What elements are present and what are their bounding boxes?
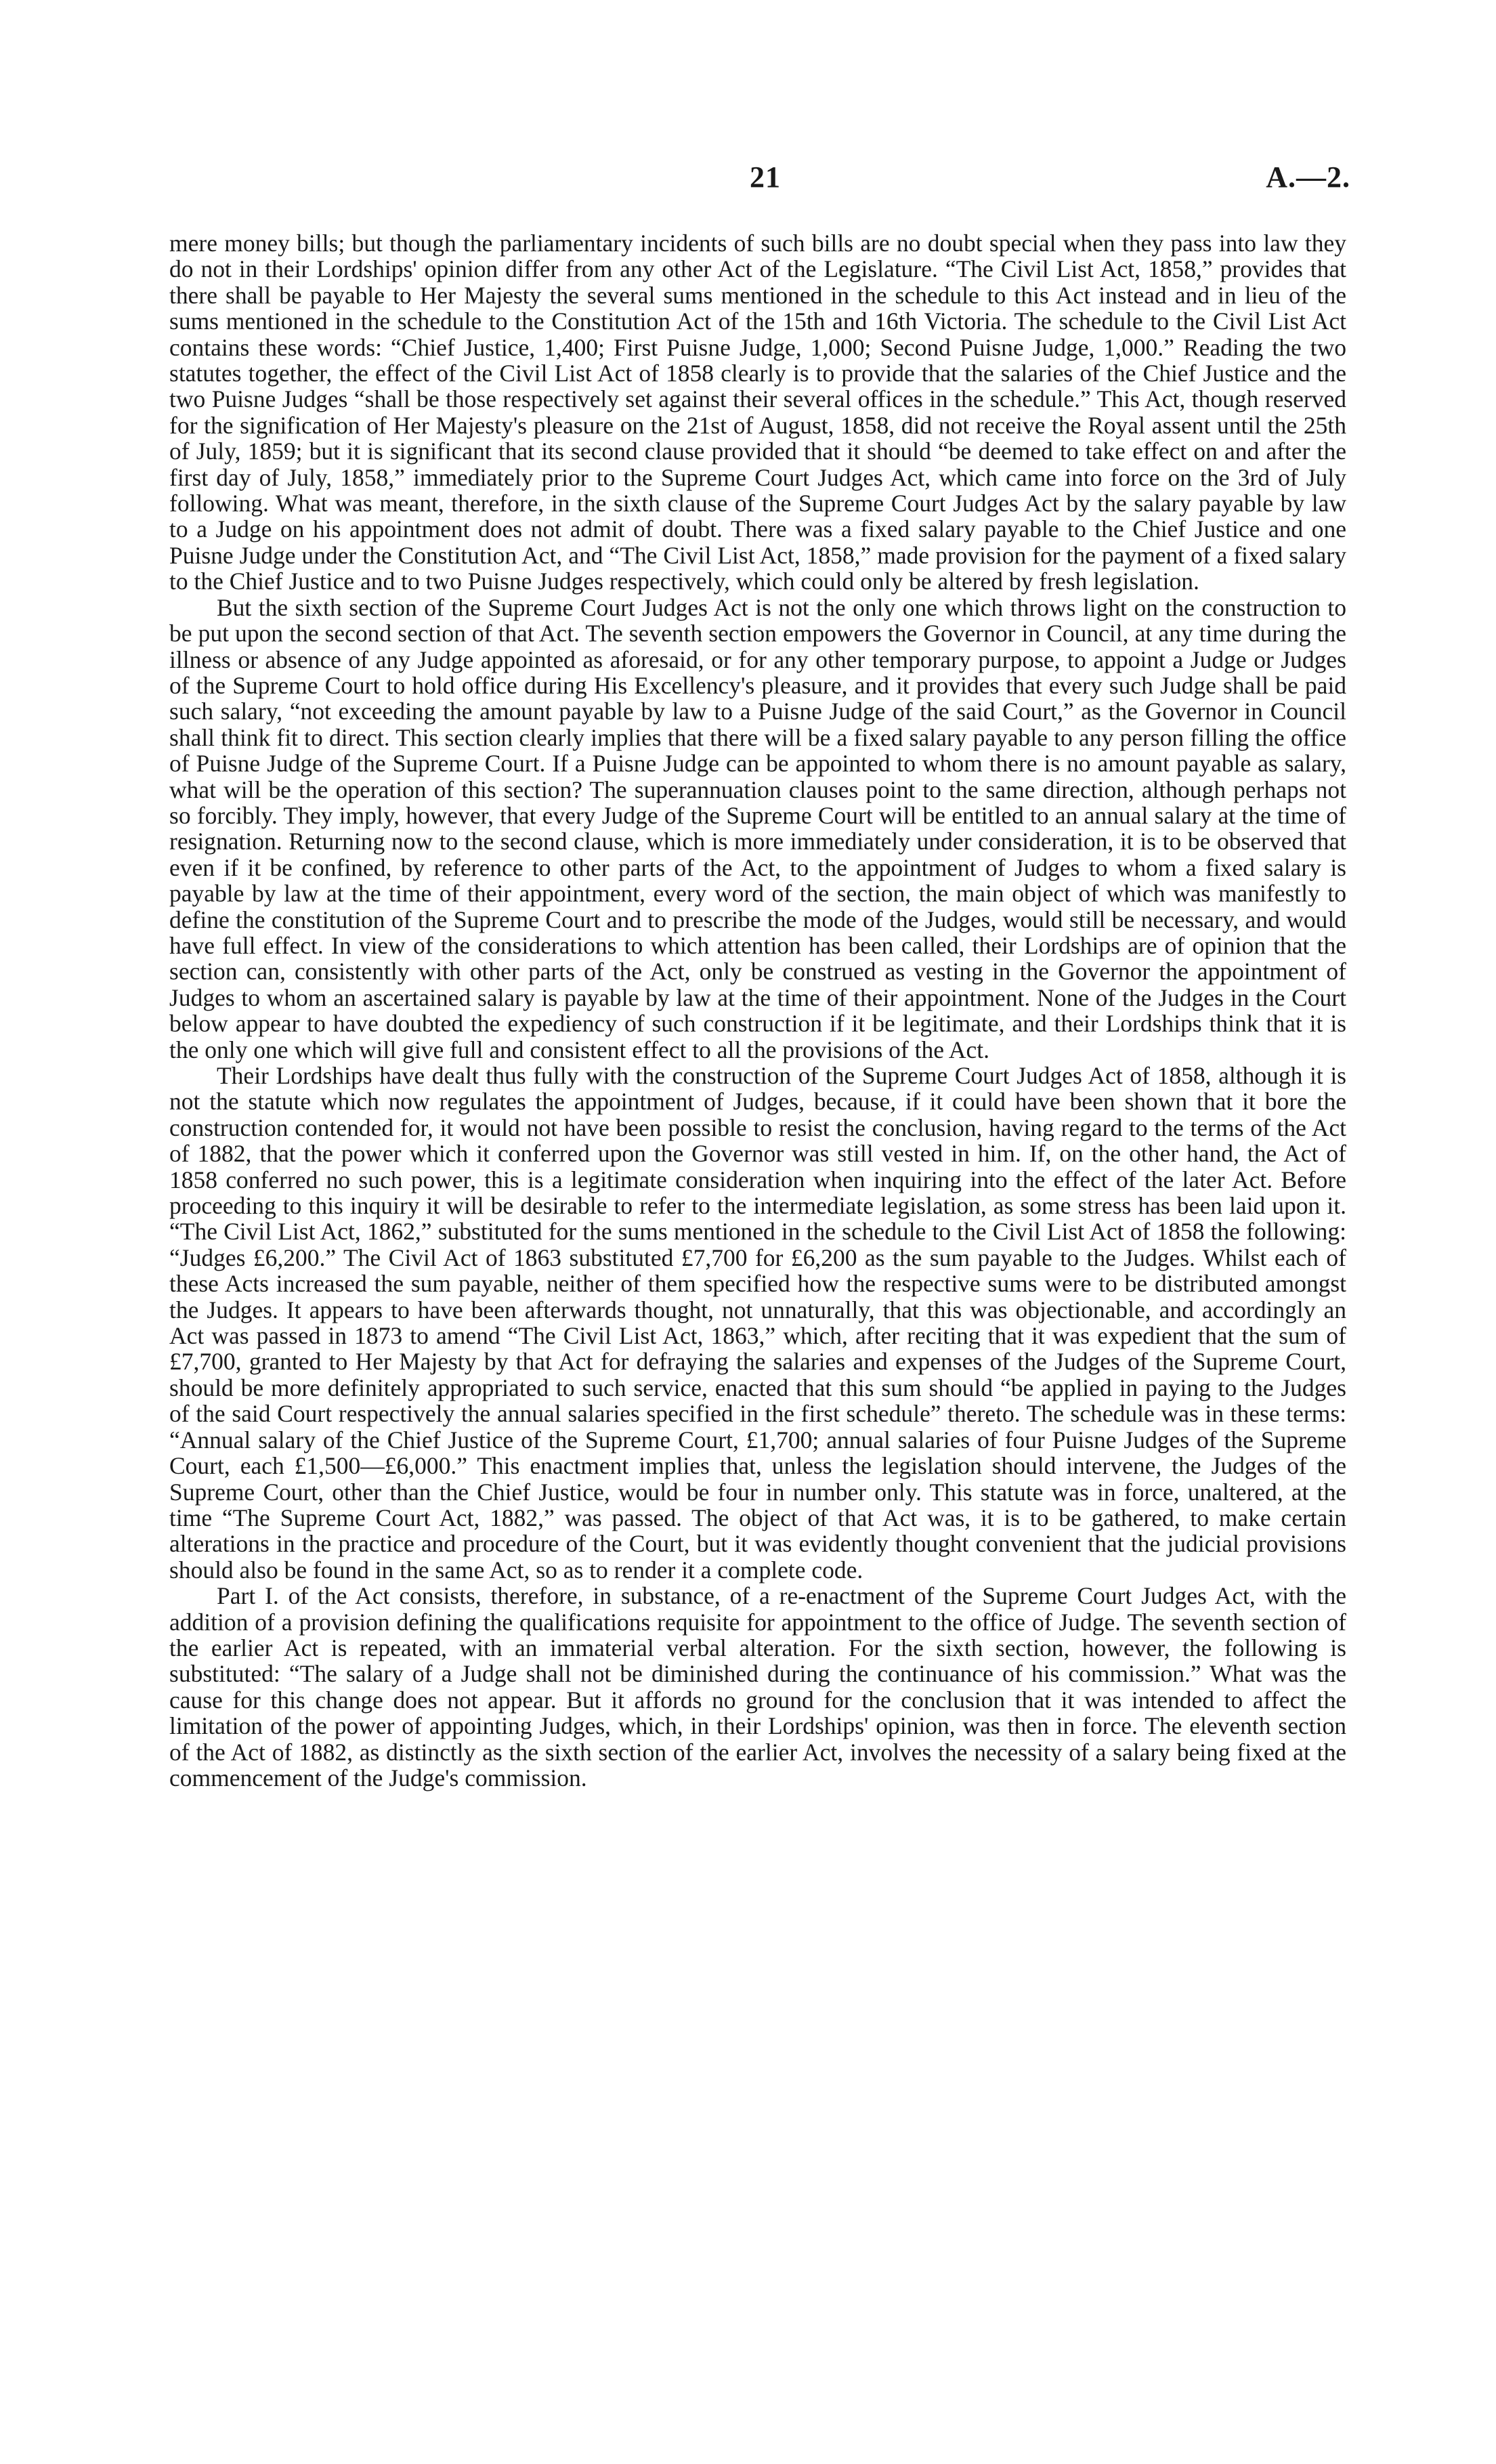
paragraph: Part I. of the Act consists, therefore, in substance, of a re-enactment of the Supreme Court Judges Act, with the addition of a provision defining the qualifications requisite for appointment to the office of Judge. The seventh section of the earlier Act is repeated, with an immaterial verbal alteration. For the sixth section, however, the following is substituted: “The salary of a Judge shall not be diminished during the continuance of his commission.” What was the cause for this change does not appear. But it affords no ground for the conclusion that it was intended to affect the limitation of the power of appointing Judges, which, in their Lordships' opinion, was then in force. The eleventh section of the Act of 1882, as distinctly as the sixth section of the earlier Act, involves the necessity of a salary being fixed at the commencement of the Judge's commission. xyxy=(169,1582,1346,1791)
paragraph: mere money bills; but though the parliamentary incidents of such bills are no doubt special when they pass into law they do not in their Lordships' opinion differ from any other Act of the Legislature. “The Civil List Act, 1858,” provides that there shall be payable to Her Majesty the several sums mentioned in the schedule to this Act instead and in lieu of the sums mentioned in the schedule to the Constitution Act of the 15th and 16th Victoria. The schedule to the Civil List Act contains these words: “Chief Justice, 1,400; First Puisne Judge, 1,000; Second Puisne Judge, 1,000.” Reading the two statutes together, the effect of the Civil List Act of 1858 clearly is to provide that the salaries of the Chief Justice and the two Puisne Judges “shall be those respectively set against their several offices in the schedule.” This Act, though reserved for the signification of Her Majesty's pleasure on the 21st of August, 1858, did not receive the Royal assent until the 25th of July, 1859; but it is significant that its second clause provided that it should “be deemed to take effect on and after the first day of July, 1858,” immediately prior to the Supreme Court Judges Act, which came into force on the 3rd of July following. What was meant, therefore, in the sixth clause of the Supreme Court Judges Act by the salary payable by law to a Judge on his appointment does not admit of doubt. There was a fixed salary payable to the Chief Justice and one Puisne Judge under the Constitution Act, and “The Civil List Act, 1858,” made provision for the payment of a fixed salary to the Chief Justice and to two Puisne Judges respectively, which could only be altered by fresh legislation. xyxy=(169,230,1346,595)
body-text xyxy=(169,230,1346,1791)
paragraph: Their Lordships have dealt thus fully with the construction of the Supreme Court Judges Act of 1858, although it is not the statute which now regulates the appointment of Judges, because, if it could have been shown that it bore the construction contended for, it would not have been possible to resist the conclusion, having regard to the terms of the Act of 1882, that the power which it conferred upon the Governor was still vested in him. If, on the other hand, the Act of 1858 conferred no such power, this is a legitimate consideration when inquiring into the effect of the later Act. Before proceeding to this inquiry it will be desirable to refer to the intermediate legislation, as some stress has been laid upon it. “The Civil List Act, 1862,” substituted for the sums mentioned in the schedule to the Civil List Act of 1858 the following: “Judges £6,200.” The Civil Act of 1863 substituted £7,700 for £6,200 as the sum payable to the Judges. Whilst each of these Acts increased the sum payable, neither of them specified how the respective sums were to be distributed amongst the Judges. It appears to have been afterwards thought, not unnaturally, that this was objectionable, and accordingly an Act was passed in 1873 to amend “The Civil List Act, 1863,” which, after reciting that it was expedient that the sum of £7,700, granted to Her Majesty by that Act for defraying the salaries and expenses of the Judges of the Supreme Court, should be more definitely appropriated to such service, enacted that this sum should “be applied in paying to the Judges of the said Court respectively the annual salaries specified in the first schedule” thereto. The schedule was in these terms: “Annual salary of the Chief Justice of the Supreme Court, £1,700; annual salaries of four Puisne Judges of the Supreme Court, each £1,500—£6,000.” This enactment implies that, unless the legislation should intervene, the Judges of the Supreme Court, other than the Chief Justice, would be four in number only. This statute was in force, unaltered, at the time “The Supreme Court Act, 1882,” was passed. The object of that Act was, it is to be gathered, to make certain alterations in the practice and procedure of the Court, but it was evidently thought convenient that the judicial provisions should also be found in the same Act, so as to render it a complete code. xyxy=(169,1062,1346,1584)
page-number: 21 xyxy=(750,161,781,194)
document-reference: A.—2. xyxy=(1266,161,1350,194)
paragraph: But the sixth section of the Supreme Court Judges Act is not the only one which throws light on the construction to be put upon the second section of that Act. The seventh section empowers the Governor in Council, at any time during the illness or absence of any Judge appointed as aforesaid, or for any other temporary purpose, to appoint a Judge or Judges of the Supreme Court to hold office during His Excellency's pleasure, and it provides that every such Judge shall be paid such salary, “not exceeding the amount payable by law to a Puisne Judge of the said Court,” as the Governor in Council shall think fit to direct. This section clearly implies that there will be a fixed salary payable to any person filling the office of Puisne Judge of the Supreme Court. If a Puisne Judge can be appointed to whom there is no amount payable as salary, what will be the operation of this section? The superannuation clauses point to the same direction, although perhaps not so forcibly. They imply, however, that every Judge of the Supreme Court will be entitled to an annual salary at the time of resignation. Returning now to the second clause, which is more immediately under consideration, it is to be observed that even if it be confined, by reference to other parts of the Act, to the appointment of Judges to whom a fixed salary is payable by law at the time of their appointment, every word of the section, the main object of which was manifestly to define the constitution of the Supreme Court and to prescribe the mode of the Judges, would still be necessary, and would have full effect. In view of the considerations to which attention has been called, their Lordships are of opinion that the section can, consistently with other parts of the Act, only be construed as vesting in the Governor the appointment of Judges to whom an ascertained salary is payable by law at the time of their appointment. None of the Judges in the Court below appear to have doubted the expediency of such construction if it be legitimate, and their Lordships think that it is the only one which will give full and consistent effect to all the provisions of the Act. xyxy=(169,593,1346,1063)
